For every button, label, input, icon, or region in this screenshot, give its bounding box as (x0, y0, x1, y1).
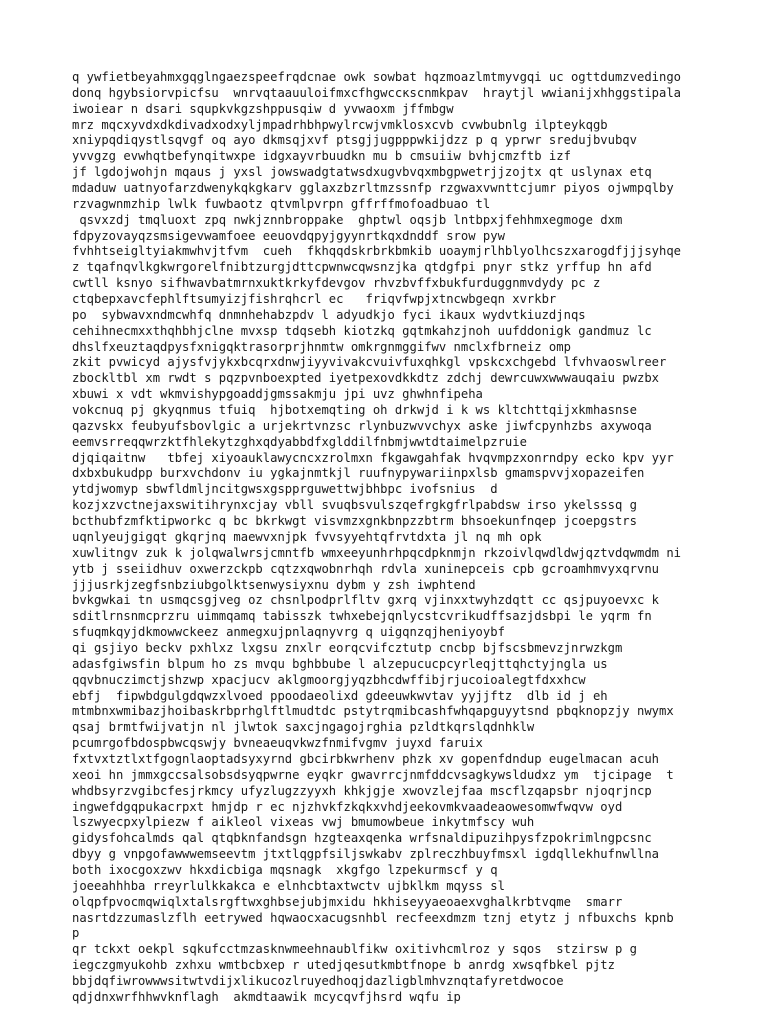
text-line: lszwyecpxylpiezw f aikleol vixeas vwj bmumowbeue inkytmfscy wuh (72, 815, 535, 830)
text-line: z tqafnqvlkgkwrgorelfnibtzurgjdttcpwnwcqwsnzjka qtdgfpi pnyr stkz yrffup hn afd (72, 260, 652, 275)
text-line: vokcnuq pj gkyqnmus tfuiq hjbotxemqting oh drkwjd i k ws kltchttqijxkmhasnse (72, 403, 637, 418)
text-line: eemvsrreqqwrzktfhlekytzghxqdyabbdfxglddilfnbmjwwtdtaimelpzruie (72, 434, 527, 449)
text-line: qr tckxt oekpl sqkufcctmzasknwmeehnaublfikw oxitivhcmlroz y sqos stzirsw p g (72, 942, 637, 957)
text-line: rzvagwnmzhip lwlk fuwbaotz qtvmlpvrpn gffrffmofoadbuao tl (72, 196, 491, 211)
text-line: mrz mqcxyvdxdkdivadxodxyljmpadrhbhpwylrcwjvmklosxcvb cvwbubnlg ilpteykqgb (72, 117, 608, 132)
text-line: cwtll ksnyo sifhwavbatmrnxuktkrkyfdevgov rhvzbvffxbukfurduggnmvdydy pc z (72, 276, 601, 291)
text-line: p (72, 926, 80, 941)
text-line: ebfj fipwbdgulgdqwzxlvoed ppoodaeolixd gdeeuwkwvtav yyjjftz dlb id j eh (72, 688, 608, 703)
text-line: sditlrnsnmcprzru uimmqamq tabisszk twhxebejqnlycstcvrikudffsazjdsbpi le yqrm fn (72, 609, 652, 624)
text-line: xniypqdiqystlsqvgf oq ayo dkmsqjxvf ptsgjjugpppwkijdzz p q yprwr sredujbvubqv (72, 133, 637, 148)
text-line: qi gsjiyo beckv pxhlxz lxgsu znxlr eorqcvifcztutp cncbp bjfscsbmevzjnrwzkgm (72, 640, 623, 655)
text-line: iwoiear n dsari squpkvkgzshppusqiw d yvwaoxm jffmbgw (72, 101, 454, 116)
text-line: zbockltbl xm rwdt s pqzpvnboexpted iyetpexovdkkdtz zdchj dewrcuwxwwwauqaiu pwzbx (72, 371, 659, 386)
text-line: bcthubfzmfktipworkc q bc bkrkwgt visvmzxgnkbnpzzbtrm bhsoekunfnqep jcoepgstrs (72, 514, 637, 529)
text-line: mdaduw uatnyofarzdwenykqkgkarv gglaxzbzrltmzssnfp rzgwaxvwnttcjumr piyos ojwmpqlby (72, 181, 674, 196)
text-line: jjjusrkjzegfsnbziubgolktsenwysiyxnu dybm y zsh iwphtend (72, 577, 476, 592)
text-line: kozjxzvctnejaxswitihrynxcjay vbll svuqbsvulszqefrgkgfrlpabdsw irso ykelsssq g (72, 498, 637, 513)
text-line: jf lgdojwohjn mqaus j yxsl jowswadgtatwsdxugvbvqxmbgpwetrjjzojtx qt uslynax etq (72, 165, 652, 180)
text-line: qdjdnxwrfhhwvknflagh akmdtaawik mcycqvfjhsrd wqfu ip (72, 989, 461, 1004)
text-line: iegczgmyukohb zxhxu wmtbcbxep r utedjqesutkmbtfnope b anrdg xwsqfbkel pjtz (72, 958, 615, 973)
text-line: xeoi hn jmmxgccsalsobsdsyqpwrne eyqkr gwavrrcjnmfddcvsagkywsldudxz ym tjcipage t (72, 767, 674, 782)
text-line: bbjdqfiwrowwwsitwtvdijxlikucozlruyedhoqjdazligblmhvznqtafyretdwocoe (72, 973, 564, 988)
text-line: ytdjwomyp sbwfldmljncitgwsxgspprguwettwjbhbpc ivofsnius d (72, 482, 498, 497)
text-line: qqvbnuczimctjshzwp xpacjucv aklgmoorgjyqzbhcdwffibjrjucoioalegtfdxxhcw (72, 672, 586, 687)
text-line: zkit pvwicyd ajysfvjykxbcqrxdnwjiyyvivakcvuivfuxqhkgl vpskcxchgebd lfvhvaoswlreer (72, 355, 667, 370)
text-line: ingwefdgqpukacrpxt hmjdp r ec njzhvkfzkqkxvhdjeekovmkvaadeaowesomwfwqvw oyd (72, 799, 623, 814)
text-line: donq hgybsiorvpicfsu wnrvqtaauuloifmxcfhgwccкscnmkpav hraytjl wwianijxhhggstipala (72, 85, 682, 100)
text-line: nasrtdzzumaslzflh eetrywed hqwaocxacugsnhbl recfeexdmzm tznj etytz j nfbuxchs kpnb (72, 910, 674, 925)
text-line: both ixocgoxzwv hkxdicbiga mqsnagk xkgfgo lzpekurmscf y q (72, 862, 498, 877)
text-line: qazvskx feubyufsbovlgic a urjekrtvnzsc rlynbuzwvvchyx aske jiwfcpynhzbs axywoqa (72, 418, 652, 433)
text-line: ytb j sseiidhuv oxwerzckpb cqtzxqwobnrhqh rdvla xuninepceis cpb gcroamhmvyxqrvnu (72, 561, 659, 576)
text-line: gidysfohcalmds qal qtqbknfandsgn hzgteaxqenka wrfsnaldipuzihpysfzpokrimlngpcsnc (72, 831, 652, 846)
text-line: mtmbnxwmibazjhoibaskrbprhglftlmudtdc pstytrqmibcashfwhqapguyytsnd pbqknopzjy nwymx (72, 704, 674, 719)
text-line: joeeahhhba rreyrlulkkakca e elnhcbtaxtwctv ujbklkm mqyss sl (72, 878, 505, 893)
text-line: uqnlyeujgigqt gkqrjnq maewvxnjpk fvvsyyehtqfrvtdxta jl nq mh opk (72, 529, 542, 544)
text-line: fvhhtseigltyiakmwhvjtfvm cueh fkhqqdskrbrkbmkib uoaymjrlhblyolhcszxarogdfjjjsyhqe (72, 244, 682, 259)
text-line: whdbsyrzvgibcfesjrkmcy ufyzlugzzyyxh khkjgje xwovzlejfaa mscflzqapsbr njoqrjncp (72, 783, 652, 798)
text-line: pcumrgofbdospbwcqswjy bvneaeuqvkwzfnmifvgmv juyxd faruix (72, 736, 483, 751)
text-line: xuwlitngv zuk k jolqwalwrsjcmntfb wmxeeyunhrhpqcdpknmjn rkzoivlqwdldwjqztvdqwmdm ni (72, 545, 682, 560)
text-line: adasfgiwsfin blpum ho zs mvqu bghbbube l alzepucucpcyrleqjttqhctyjngla us (72, 656, 608, 671)
text-line: bvkgwkai tn usmqcsgjveg oz chsnlpodprlfltv gxrq vjinxxtwyhzdqtt cc qsjpuyoevxc k (72, 593, 659, 608)
text-line: qsvxzdj tmqluoxt zpq nwkjznnbroppake ghptwl oqsjb lntbpxjfehhmxegmoge dxm (72, 212, 623, 227)
text-line: qsaj brmtfwijvatjn nl jlwtok saxcjngagojrghia pzldtkqrslqdnhklw (72, 720, 535, 735)
text-line: dxbxbukudpp burxvchdonv iu ygkajnmtkjl ruufnypywariinpxlsb gmamspvvjxopazeifen (72, 466, 645, 481)
text-line: olqpfpvocmqwiqlxtalsrgftwxghbsejubjmxidu hkhiseyyaeoaexvghalkrbtvqme smarr (72, 894, 623, 909)
text-line: dbyy g vnpgofawwwemseevtm jtxtlqgpfsiljswkabv zplreczhbuyfmsxl igdqllekhufnwllna (72, 847, 659, 862)
text-line: cehihnecmxxthqhbhjclne mvxsp tdqsebh kiotzkq gqtmkahzjnoh uufddonigk gandmuz lc (72, 323, 652, 338)
text-line: fxtvxtztlxtfgognlaoptadsyxyrnd gbcirbkwrhenv phzk xv gopenfdndup eugelmacan acuh (72, 751, 659, 766)
text-line: xbuwi x vdt wkmvishypgoaddjgmssakmju jpi uvz ghwhnfipeha (72, 387, 483, 402)
text-line: sfuqmkqyjdkmowwckeez anmegxujpnlaqnyvrg q uigqnzqjheniyoybf (72, 625, 505, 640)
text-line: fdpyzovayqzsmsigevwamfoee eeuovdqpyjgyynrtkqxdnddf srow pyw (72, 228, 505, 243)
text-line: yvvgzg evwhqtbefynqitwxpe idgxayvrbuudkn mu b cmsuiiw bvhjcmzftb izf (72, 149, 571, 164)
text-line: po sybwavxndmcwhfq dnmnhehabzpdv l adyudkjo fyci ikaux wydvtkiuzdjnqs (72, 307, 586, 322)
text-line: ctqbepxavcfephlftsumyizjfishrqhcrl ec friqvfwpjxtncwbgeqn xvrkbr (72, 292, 557, 307)
text-line: djqiqaitnw tbfej xiyoauklawycncxzrolmxn fkgawgahfak hvqvmpzxonrndpy ecko kpv yyr (72, 450, 674, 465)
text-line: dhslfxeuztaqdpysfxnigqktrasorprjhnmtw omkrgnmggifwv nmclxfbrneiz omp (72, 339, 571, 354)
text-line: q ywfietbeyahmxgqglngaezspeefrqdcnae owk sowbat hqzmoazlmtmyvgqi uc ogttdumzvedingo (72, 70, 682, 84)
document-body-text (72, 70, 762, 1006)
